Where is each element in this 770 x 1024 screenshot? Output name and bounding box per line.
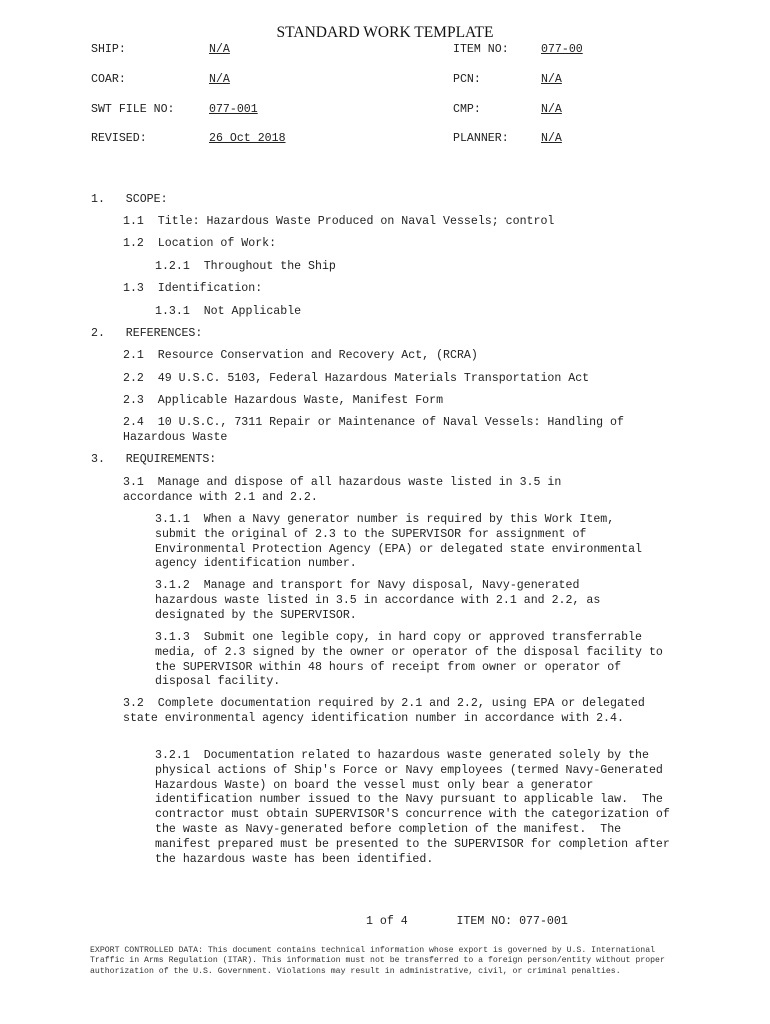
requirement-3-1-2: 3.1.2 Manage and transport for Navy disposal, Navy-generated hazardous waste listed in 3.5 in accordance with 2.1 and 2.2, as designated by the SUPERVISOR. xyxy=(155,579,608,622)
requirement-3-1: 3.1 Manage and dispose of all hazardous waste listed in 3.5 in accordance with 2.1 and 2.2. xyxy=(123,476,569,504)
coar-label: COAR: xyxy=(91,73,126,86)
references-heading: 2. REFERENCES: xyxy=(91,327,203,340)
ship-label: SHIP: xyxy=(91,43,126,56)
cmp-label: CMP: xyxy=(453,103,481,116)
swt-file-label: SWT FILE NO: xyxy=(91,103,175,116)
pcn-value: N/A xyxy=(541,73,562,86)
requirement-3-2: 3.2 Complete documentation required by 2.1 and 2.2, using EPA or delegated state environmental agency identification number in accordance with 2.4. xyxy=(123,697,652,725)
revised-label: REVISED: xyxy=(91,132,147,145)
requirements-heading: 3. REQUIREMENTS: xyxy=(91,453,217,466)
page-number: 1 of 4 xyxy=(366,915,408,928)
requirement-3-2-1: 3.2.1 Documentation related to hazardous waste generated solely by the physical actions of Ship's Force or Navy employees (termed Navy-Generated Hazardous Waste) on board the vessel must only bear a generator identification number issued to the Navy pursuant to applicable law. The contractor must obtain SUPERVISOR'S concurrence with the categorization of the waste as Navy-generated before completion of the manifest. The manifest prepared must be presented to the SUPERVISOR for completion after the hazardous waste has been identified. xyxy=(155,749,677,866)
coar-value: N/A xyxy=(209,73,230,86)
reference-2-4: 2.4 10 U.S.C., 7311 Repair or Maintenance of Naval Vessels: Handling of Hazardous Waste xyxy=(123,416,631,444)
scope-item-1-1: 1.1 Title: Hazardous Waste Produced on Naval Vessels; control xyxy=(123,215,555,228)
reference-2-3: 2.3 Applicable Hazardous Waste, Manifest Form xyxy=(123,394,444,407)
item-no-value: 077-00 xyxy=(541,43,583,56)
scope-item-1-2: 1.2 Location of Work: xyxy=(123,237,277,250)
scope-item-1-3-1: 1.3.1 Not Applicable xyxy=(155,305,302,318)
reference-2-2: 2.2 49 U.S.C. 5103, Federal Hazardous Materials Transportation Act xyxy=(123,372,590,385)
requirement-3-1-3: 3.1.3 Submit one legible copy, in hard copy or approved transferrable media, of 2.3 signed by the owner or operator of the disposal facility to the SUPERVISOR within 48 hours of receipt from owner or operator of disposal facility. xyxy=(155,631,670,689)
cmp-value: N/A xyxy=(541,103,562,116)
requirement-3-1-1: 3.1.1 When a Navy generator number is required by this Work Item, submit the original of 2.3 to the SUPERVISOR for assignment of Environmental Protection Agency (EPA) or delegated state environmental agency identification number. xyxy=(155,513,649,571)
swt-file-value: 077-001 xyxy=(209,103,258,116)
export-control-notice: EXPORT CONTROLLED DATA: This document contains technical information whose export is governed by U.S. International Traffic in Arms Regulation (ITAR). This information must not be transferred to a foreign person/entity without proper authorization of the U.S. Government. Violations may result in administrative, civil, or criminal penalties. xyxy=(90,946,670,976)
reference-2-1: 2.1 Resource Conservation and Recovery Act, (RCRA) xyxy=(123,349,478,362)
footer-item-no: ITEM NO: 077-001 xyxy=(456,915,568,928)
ship-value: N/A xyxy=(209,43,230,56)
revised-value: 26 Oct 2018 xyxy=(209,132,286,145)
scope-item-1-3: 1.3 Identification: xyxy=(123,282,263,295)
planner-value: N/A xyxy=(541,132,562,145)
planner-label: PLANNER: xyxy=(453,132,509,145)
item-no-label: ITEM NO: xyxy=(453,43,509,56)
document-title: STANDARD WORK TEMPLATE xyxy=(276,24,494,41)
scope-item-1-2-1: 1.2.1 Throughout the Ship xyxy=(155,260,336,273)
footer-page-info xyxy=(366,915,568,930)
pcn-label: PCN: xyxy=(453,73,481,86)
scope-heading: 1. SCOPE: xyxy=(91,193,168,206)
